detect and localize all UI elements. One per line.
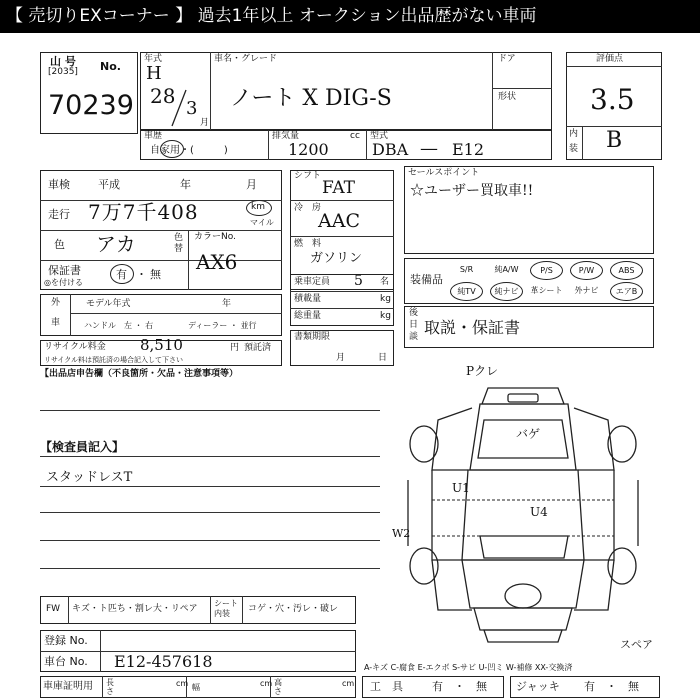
- diagram-side-mark: W2: [392, 527, 411, 540]
- recycle-unit: 円: [230, 343, 240, 353]
- warranty-dot: ・: [136, 268, 147, 281]
- load-label: 積載量: [294, 294, 322, 304]
- rear-label-1: 後: [409, 308, 419, 318]
- displacement-value: 1200: [288, 140, 329, 159]
- mileage-unit-mile: マイル: [250, 218, 274, 227]
- model-dash: —: [420, 138, 438, 159]
- seat-label: シート内装: [214, 599, 238, 618]
- shift-label: シフト: [294, 171, 322, 181]
- registration-label: 書類期限: [294, 332, 331, 342]
- color-no-value: AX6: [196, 250, 238, 274]
- equipment-item: 純ナビ: [490, 282, 523, 301]
- shaken-year: 年: [180, 178, 191, 191]
- interior-label-2: 装: [569, 144, 579, 154]
- foreign-label-2: 車: [51, 318, 61, 328]
- fw-desc: キズ・ト匹ち・割レ大・リペア: [72, 604, 198, 614]
- diagram-left-mark: U1: [452, 481, 470, 495]
- lot-number: 70239: [48, 90, 134, 121]
- ac-value: AAC: [318, 210, 360, 232]
- spare-label: スペア: [620, 638, 653, 651]
- year-era: H: [146, 63, 162, 84]
- interior-value: B: [606, 128, 623, 153]
- mileage-label: 走行: [48, 208, 70, 221]
- model-label: 型式: [370, 131, 389, 141]
- rear-label-2: 日: [409, 320, 419, 330]
- inspector-value: スタッドレスT: [46, 470, 133, 485]
- sales-point-value: ☆ユーザー買取車!!: [410, 183, 534, 199]
- door-label: ドア: [498, 54, 516, 64]
- equipment-item: 外ナビ: [574, 286, 599, 295]
- gross-label: 総重量: [294, 311, 322, 321]
- foreign-year-unit: 年: [222, 299, 232, 309]
- year-label: 年式: [144, 54, 163, 64]
- warranty-yes-circle: [110, 264, 134, 284]
- car-damage-diagram: [388, 360, 658, 650]
- jack-value: 有 ・ 無: [584, 680, 639, 693]
- model-prefix: DBA: [372, 140, 409, 159]
- inspector-label: 【検査員記入】: [40, 440, 125, 454]
- slash-mark: [168, 88, 190, 128]
- equipment-item: P/S: [530, 261, 563, 280]
- garage-cert-label: 車庫証明用: [43, 681, 93, 692]
- category-label: 車歴: [144, 131, 163, 141]
- handle-label: ハンドル 左 ・ 右: [84, 321, 154, 330]
- recycle-status: 預託済: [244, 343, 272, 353]
- color-label: 色: [54, 238, 65, 251]
- color-change-label: 色替: [174, 233, 184, 254]
- sales-point-box: [404, 166, 654, 254]
- warranty-no: 無: [150, 268, 161, 281]
- month-label: 月: [200, 118, 210, 128]
- warranty-label: 保証書: [48, 264, 81, 277]
- reg-no-label: 登録 No.: [44, 634, 88, 647]
- interior-label-1: 内: [569, 129, 579, 139]
- equipment-item: 純A/W: [494, 265, 519, 274]
- fuel-label: 燃 料: [294, 239, 322, 249]
- equipment-item: 革シート: [530, 286, 563, 295]
- color-value: アカ: [96, 232, 136, 256]
- length-label: 長さ: [106, 678, 114, 696]
- seat-desc: コゲ・穴・汚レ・破レ: [248, 604, 339, 614]
- width-unit: cm: [260, 679, 273, 688]
- lane-label: 山 号: [50, 55, 76, 68]
- rear-value: 取説・保証書: [424, 318, 521, 337]
- fw-label: FW: [46, 604, 61, 614]
- displacement-label: 排気量: [272, 131, 300, 141]
- warranty-sub: ◎を付ける: [44, 278, 83, 287]
- damage-legend: A-キズ C-腐食 E-エクボ S-サビ U-凹ミ W-補修 XX-交換済: [364, 663, 573, 672]
- diagram-hood-mark: バゲ: [516, 427, 541, 441]
- vehicle-name-value: ノート X DIG-S: [230, 86, 392, 111]
- dealer-label: ディーラー ・ 並行: [188, 321, 257, 330]
- diagram-right-mark: U4: [530, 505, 548, 519]
- equipment-item: S/R: [459, 265, 474, 274]
- chassis-label: 車台 No.: [44, 655, 88, 668]
- cc-label: cc: [350, 131, 360, 141]
- equipment-item: ABS: [610, 261, 643, 280]
- ac-label: 冷 房: [294, 203, 322, 213]
- equipment-item: P/W: [570, 261, 603, 280]
- score-label: 評価点: [596, 54, 624, 64]
- mileage-value: 7万7千408: [88, 200, 199, 224]
- tools-label: 工 具: [370, 680, 403, 693]
- vehicle-name-label: 車名・グレード: [214, 54, 278, 64]
- fuel-value: ガソリン: [310, 251, 363, 266]
- shaken-month: 月: [246, 178, 257, 191]
- capacity-label: 乗車定員: [294, 277, 331, 287]
- recycle-label: リサイクル料金: [44, 342, 106, 352]
- diagram-top-mark: Pクレ: [466, 364, 499, 378]
- sales-point-label: セールスポイント: [408, 168, 480, 178]
- shaken-label: 車検: [48, 178, 70, 191]
- recycle-value: 8,510: [140, 336, 183, 354]
- year-month: 3: [186, 98, 198, 119]
- load-unit: kg: [380, 294, 391, 304]
- lot-no-label: No.: [100, 60, 121, 73]
- height-label: 高さ: [274, 678, 282, 696]
- capacity-unit: 名: [380, 277, 390, 287]
- rear-label-3: 談: [409, 332, 419, 342]
- width-label: 幅: [192, 683, 200, 692]
- registration-day: 日: [378, 353, 388, 363]
- equipment-item: エアB: [610, 282, 643, 301]
- category-value: 自家用・( ): [150, 145, 228, 156]
- foreign-label-1: 外: [51, 298, 61, 308]
- equipment-item: 純TV: [450, 282, 483, 301]
- shaken-era: 平成: [98, 178, 120, 191]
- length-unit: cm: [176, 679, 189, 688]
- jack-label: ジャッキ: [516, 680, 560, 693]
- capacity-value: 5: [354, 273, 363, 289]
- lane-code: [2035]: [48, 67, 78, 77]
- registration-month: 月: [336, 353, 346, 363]
- category-circle: [160, 140, 184, 158]
- gross-unit: kg: [380, 311, 391, 321]
- chassis-value: E12-457618: [114, 652, 213, 671]
- year-number: 28: [150, 84, 176, 108]
- color-no-label: カラーNo.: [194, 232, 236, 242]
- mileage-unit-km: km: [251, 202, 265, 212]
- shift-value: FAT: [322, 178, 356, 198]
- seller-notes-label: 【出品店申告欄（不良箇所・欠品・注意事項等）: [40, 369, 239, 379]
- score-value: 3.5: [590, 83, 635, 116]
- model-year-label: モデル年式: [86, 299, 131, 309]
- tools-value: 有 ・ 無: [432, 680, 487, 693]
- recycle-note: リサイクル料は預託済の場合記入して下さい: [44, 356, 184, 364]
- model-value: E12: [452, 140, 485, 159]
- height-unit: cm: [342, 679, 355, 688]
- page-title: 【 売切りEXコーナー 】 過去1年以上 オークション出品歴がない車両: [0, 0, 700, 33]
- equipment-label: 装備品: [410, 273, 443, 286]
- shape-label: 形状: [498, 92, 517, 102]
- warranty-yes: 有: [116, 268, 127, 281]
